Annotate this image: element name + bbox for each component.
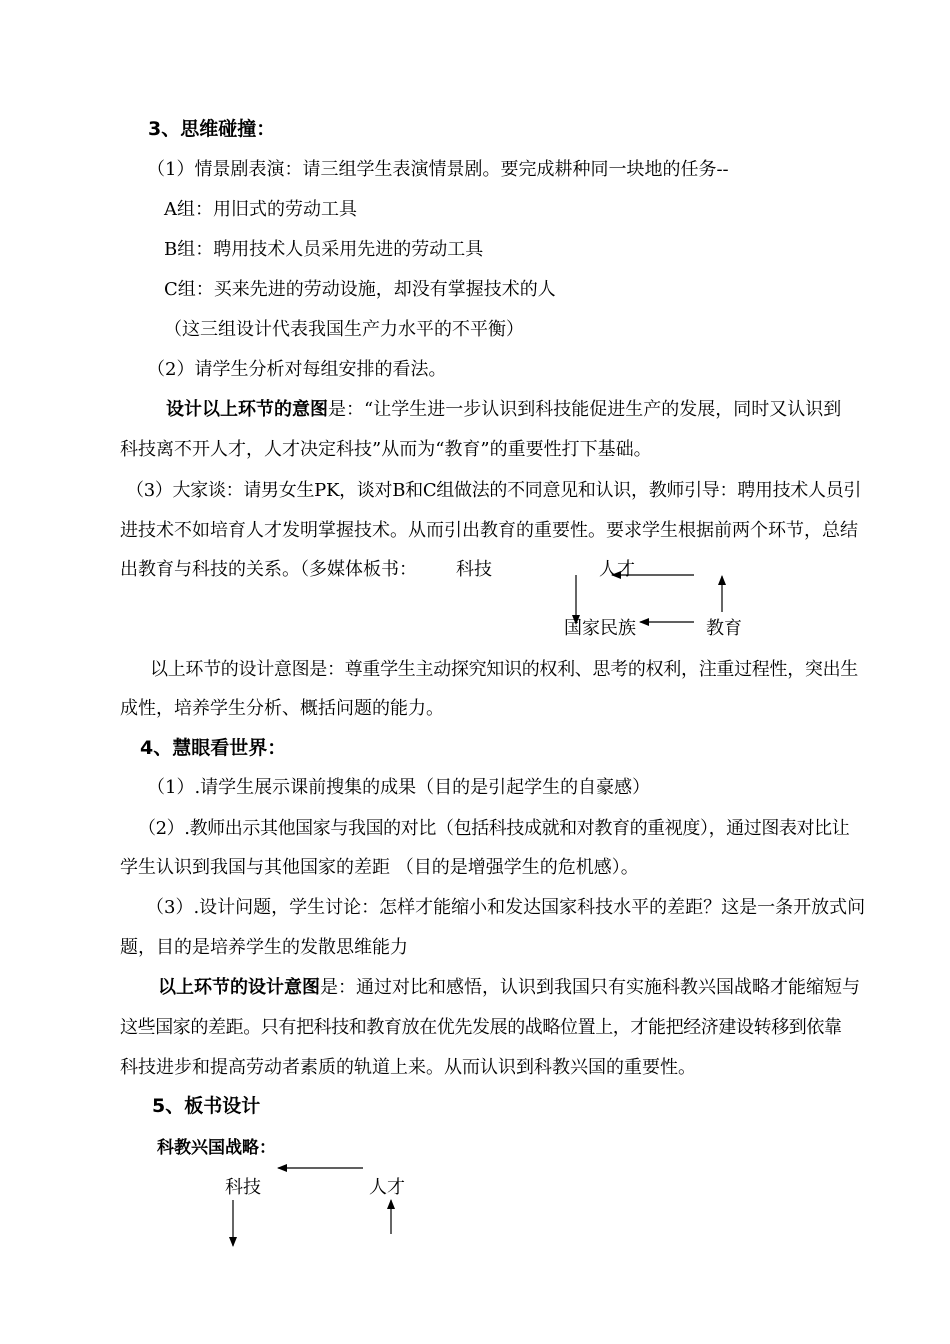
diagram-2-rencai: 人才 — [369, 1177, 405, 1198]
intent-label: 设计以上环节的意图 — [166, 399, 328, 420]
section-3-item-3-line-1: （3）大家谈：请男女生PK，谈对B和C组做法的不同意见和认识，教师引导：聘用技术人员引 — [126, 480, 862, 501]
diagram-1-rencai: 人才 — [599, 559, 635, 580]
section-4-intent-line-2: 这些国家的差距。只有把科技和教育放在优先发展的战略位置上，才能把经济建设转移到依靠 — [120, 1017, 842, 1038]
section-4-intent-line-1: 以上环节的设计意图是：通过对比和感悟，认识到我国只有实施科教兴国战略才能缩短与 — [158, 977, 860, 998]
section-3-item-2: （2）请学生分析对每组安排的看法。 — [147, 359, 447, 380]
section-4-intent-line-3: 科技进步和提高劳动者素质的轨道上来。从而认识到科教兴国的重要性。 — [120, 1057, 696, 1078]
section-3-summary-line-1: 以上环节的设计意图是：尊重学生主动探究知识的权利、思考的权利，注重过程性，突出生 — [150, 659, 858, 680]
section-4-title: 4、慧眼看世界： — [140, 737, 287, 759]
section-5-title: 5、板书设计 — [152, 1095, 261, 1117]
section-3-item-1: （1）情景剧表演：请三组学生表演情景剧。要完成耕种同一块地的任务-- — [147, 159, 729, 180]
group-a-line: A组：用旧式的劳动工具 — [164, 199, 357, 220]
diagram-2-keji: 科技 — [225, 1177, 261, 1198]
section-4-item-3-line-2: 题，目的是培养学生的发散思维能力 — [120, 937, 408, 958]
section-4-item-3-line-1: （3）.设计问题，学生讨论：怎样才能缩小和发达国家科技水平的差距？这是一条开放式问 — [146, 897, 866, 918]
section-4-item-2-line-2: 学生认识到我国与其他国家的差距 （目的是增强学生的危机感）。 — [120, 857, 639, 878]
section-3-summary-line-2: 成性，培养学生分析、概括问题的能力。 — [120, 698, 444, 719]
section-3-intent-line-2: 科技离不开人才，人才决定科技”从而为“教育”的重要性打下基础。 — [120, 439, 652, 460]
section-4-item-1: （1）.请学生展示课前搜集的成果（目的是引起学生的自豪感） — [147, 777, 651, 798]
group-c-line: C组：买来先进的劳动设施，却没有掌握技术的人 — [164, 279, 556, 300]
groups-note: （这三组设计代表我国生产力水平的不平衡） — [164, 319, 524, 340]
section-3-intent-line-1: 设计以上环节的意图是：“让学生进一步认识到科技能促进生产的发展，同时又认识到 — [166, 399, 842, 420]
section-3-item-3-line-2: 进技术不如培育人才发明掌握技术。从而引出教育的重要性。要求学生根据前两个环节，总结 — [120, 520, 858, 541]
section-5-subtitle: 科教兴国战略： — [157, 1138, 276, 1158]
diagram-1-keji: 科技 — [456, 559, 492, 580]
diagram-1-guojia: 国家民族 — [564, 618, 636, 639]
diagram-1-jiaoyu: 教育 — [706, 618, 742, 639]
intent-label-2: 以上环节的设计意图 — [158, 977, 320, 998]
group-b-line: B组：聘用技术人员采用先进的劳动工具 — [164, 239, 484, 260]
section-3-item-3-line-3: 出教育与科技的关系。（多媒体板书： — [120, 559, 417, 580]
section-3-title: 3、思维碰撞： — [148, 118, 276, 140]
section-4-item-2-line-1: （2）.教师出示其他国家与我国的对比（包括科技成就和对教育的重视度），通过图表对比让 — [138, 818, 850, 839]
